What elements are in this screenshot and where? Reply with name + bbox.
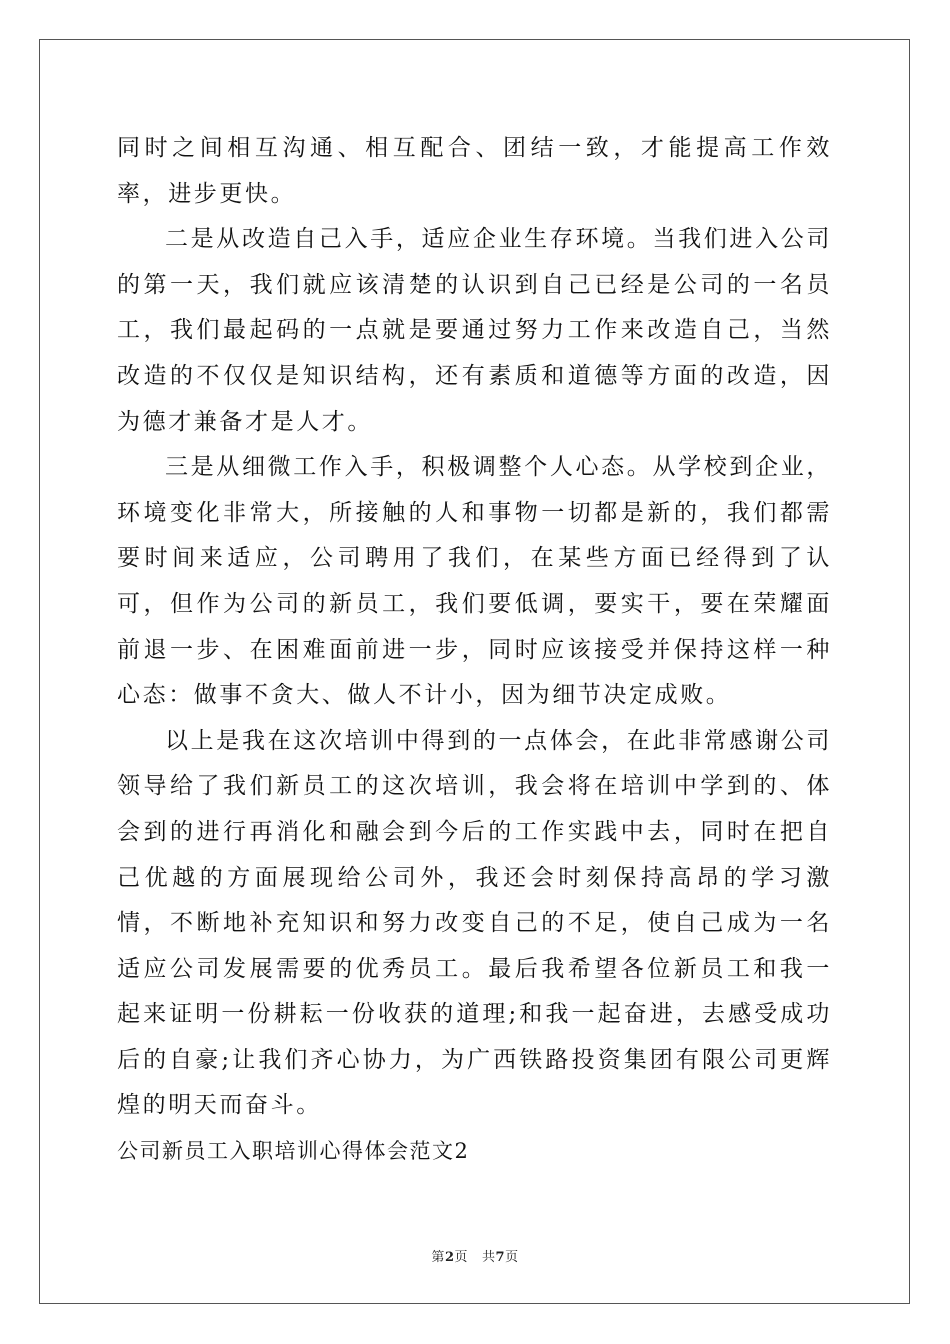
section-heading: 公司新员工入职培训心得体会范文2 — [117, 1139, 470, 1164]
page-total: 7 — [495, 1250, 506, 1265]
page-suffix: 页 — [454, 1250, 468, 1265]
total-suffix: 页 — [505, 1250, 519, 1265]
paragraph-conclusion: 以上是我在这次培训中得到的一点体会，在此非常感谢公司领导给了我们新员工的这次培训，我会将在培训中学到的、体会到的进行再消化和融会到今后的工作实践中去，同时在把自己优越的方面展现给公司外，我还会时刻保持高昂的学习激情，不断地补充知识和努力改变自己的不足，使自己成为一名适应公司发展需要的优秀员工。最后我希望各位新员工和我一起来证明一份耕耘一份收获的道理;和我一起奋进，去感受成功后的自豪;让我们齐心协力，为广西铁路投资集团有限公司更辉煌的明天而奋斗。 — [117, 727, 832, 1119]
page-number: 2 — [444, 1250, 455, 1265]
paragraph-continuation: 同时之间相互沟通、相互配合、团结一致，才能提高工作效率，进步更快。 — [117, 135, 832, 207]
page-footer — [0, 1246, 950, 1265]
paragraph-point-two: 二是从改造自己入手，适应企业生存环境。当我们进入公司的第一天，我们就应该清楚的认识到自己已经是公司的一名员工，我们最起码的一点就是要通过努力工作来改造自己，当然改造的不仅仅是知识结构，还有素质和道德等方面的改造，因为德才兼备才是人才。 — [117, 226, 832, 435]
document-body — [117, 126, 832, 1175]
total-prefix: 共 — [482, 1250, 496, 1265]
paragraph-point-three: 三是从细微工作入手，积极调整个人心态。从学校到企业，环境变化非常大，所接触的人和事物一切都是新的，我们都需要时间来适应，公司聘用了我们，在某些方面已经得到了认可，但作为公司的新员工，我们要低调，要实干，要在荣耀面前退一步、在困难面前进一步，同时应该接受并保持这样一种心态：做事不贪大、做人不计小，因为细节决定成败。 — [117, 454, 832, 709]
page-prefix: 第 — [431, 1250, 445, 1265]
